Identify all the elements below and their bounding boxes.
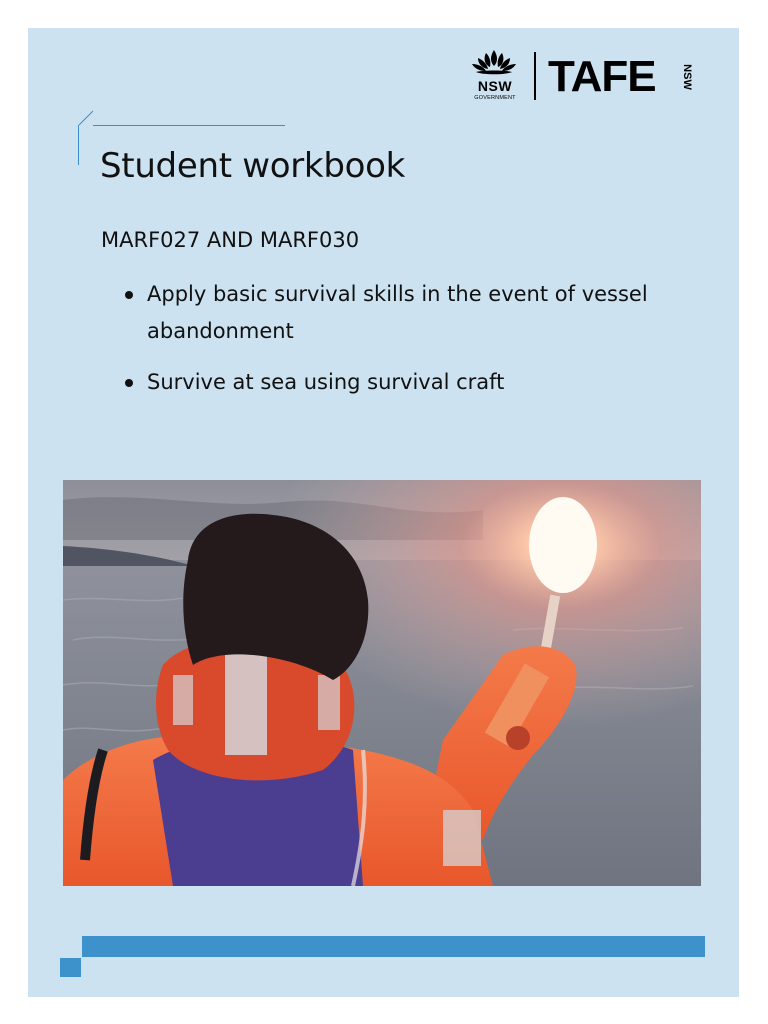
nsw-tafe-logo — [468, 48, 708, 106]
bullet-icon — [125, 379, 133, 387]
tafe-nsw-label: NSW — [681, 64, 694, 90]
list-item-text: Apply basic survival skills in the event of vessel abandonment — [147, 282, 648, 343]
logo-divider — [534, 52, 536, 100]
bullet-icon — [125, 291, 133, 299]
unit-codes: MARF027 AND MARF030 — [101, 228, 360, 252]
accent-line-vertical — [78, 125, 79, 165]
tafe-nsw-subscript — [679, 60, 695, 94]
corner-accent — [78, 110, 94, 126]
government-wordmark: GOVERNMENT — [474, 95, 516, 101]
page-title: Student workbook — [100, 146, 406, 186]
list-item — [123, 364, 723, 401]
footer-accent-square — [60, 958, 81, 977]
cover-photo — [63, 480, 701, 886]
list-item — [123, 276, 723, 350]
list-item-text: Survive at sea using survival craft — [147, 370, 505, 394]
nsw-wordmark: NSW — [477, 78, 513, 94]
tafe-wordmark: TAFE — [548, 52, 656, 101]
footer-accent-bar — [82, 936, 705, 957]
accent-line-horizontal — [93, 125, 285, 126]
cover-page — [28, 28, 739, 997]
unit-list — [123, 276, 723, 415]
nsw-government-logo — [468, 48, 520, 106]
waratah-icon — [468, 48, 520, 78]
flare-photo-illustration — [63, 480, 701, 886]
